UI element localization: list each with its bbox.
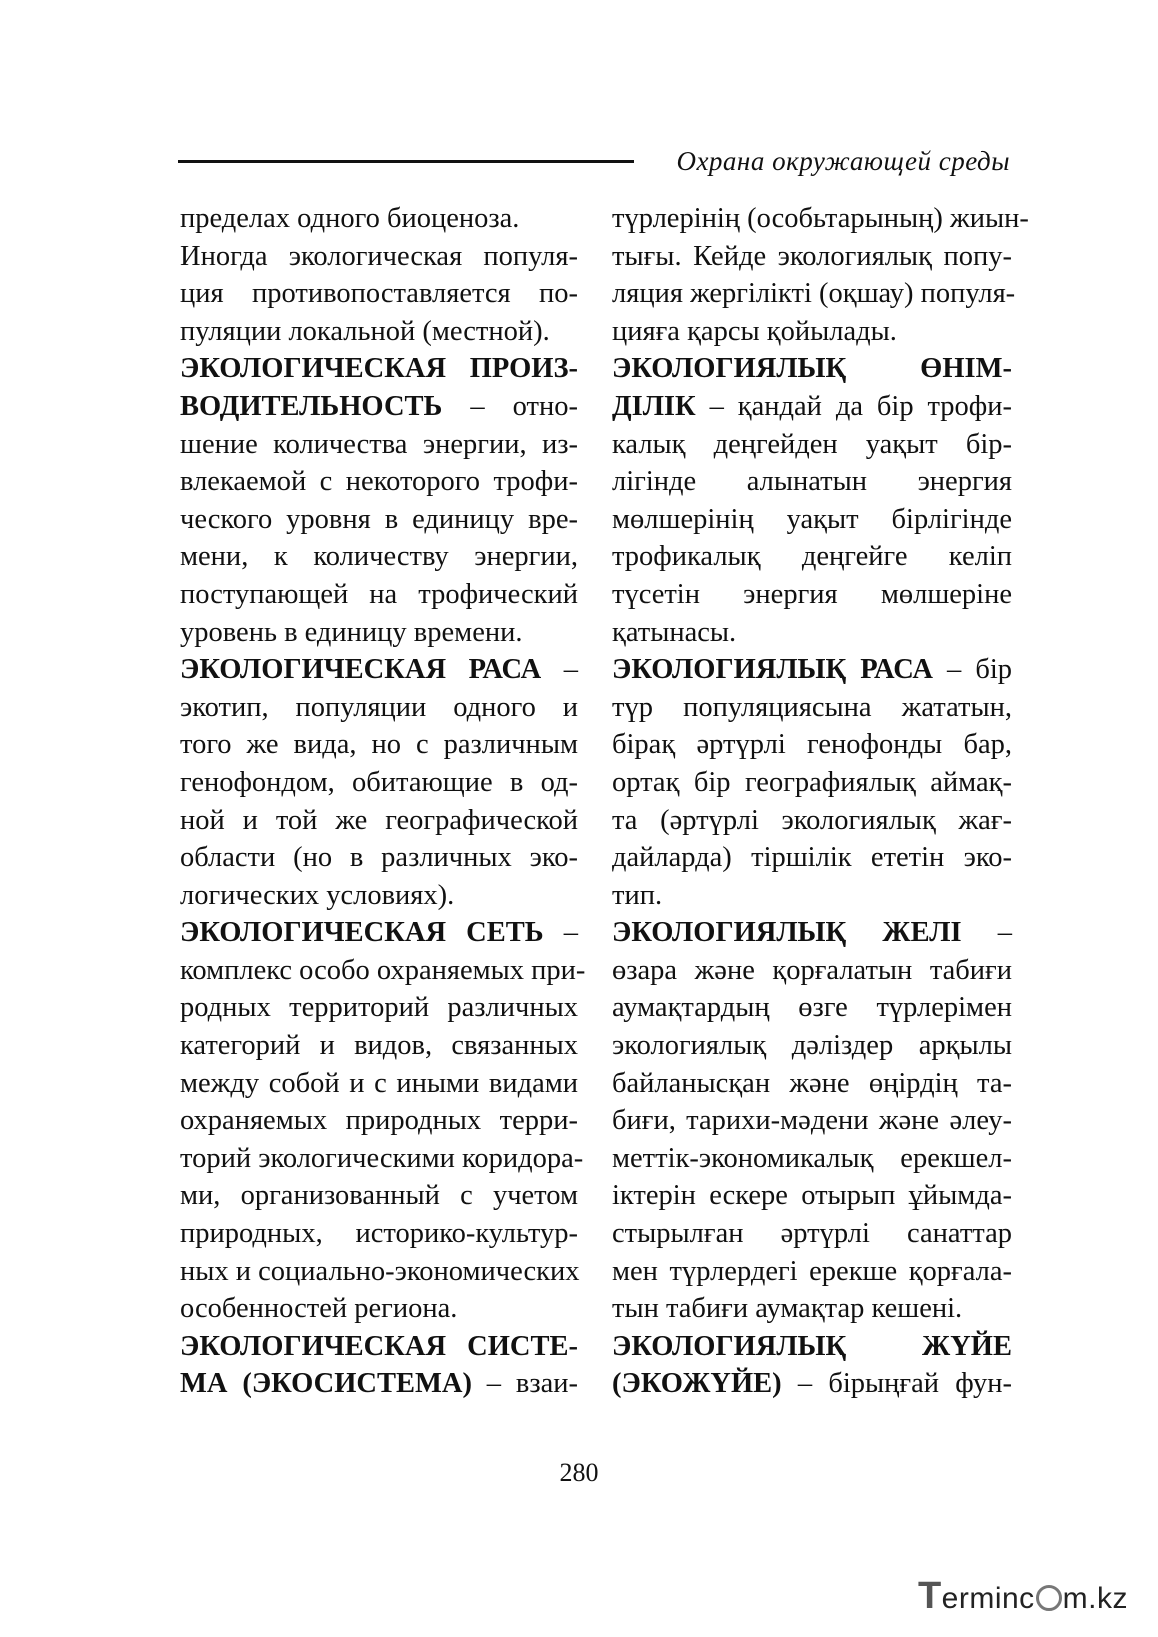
text-run: – бірыңғай фун- — [781, 1368, 1012, 1400]
text-run: биғи, тарихи-мәдени және әлеу- — [612, 1105, 1012, 1137]
text-line — [612, 802, 1012, 840]
text-line — [180, 1102, 578, 1140]
text-run: охраняемых природных терри- — [180, 1105, 578, 1137]
text-line — [612, 989, 1012, 1027]
text-run: түсетін энергия мөлшеріне — [612, 578, 1012, 610]
text-line — [180, 877, 578, 915]
term-heading: МА (ЭКОСИСТЕМА) — [180, 1368, 472, 1400]
text-line — [180, 764, 578, 802]
text-line — [612, 275, 1016, 313]
text-run: цияға қарсы қойылады. — [612, 315, 897, 347]
term-heading: ЭКОЛОГИЯЛЫҚ ЖҮЙЕ — [612, 1330, 1012, 1362]
text-line — [612, 1253, 1012, 1291]
text-line — [612, 1215, 1012, 1253]
text-run: ляция жергілікті (оқшау) популя- — [612, 278, 1016, 310]
text-run: дайларда) тіршілік ететін эко- — [612, 842, 1012, 874]
term-heading: ЭКОЛОГИЯЛЫҚ РАСА — [612, 654, 933, 686]
term-heading: ДІЛІК — [612, 390, 696, 422]
text-line — [612, 1102, 1012, 1140]
text-line — [180, 1140, 584, 1178]
term-heading: ЭКОЛОГИЧЕСКАЯ СИСТЕ- — [180, 1330, 578, 1362]
text-run: ной и той же географической — [180, 804, 578, 836]
text-line — [612, 764, 1012, 802]
text-line — [612, 839, 1012, 877]
text-line — [180, 1215, 578, 1253]
text-run: ортақ бір географиялық аймақ- — [612, 766, 1012, 798]
text-line — [180, 1253, 578, 1291]
text-run: генофондом, обитающие в од- — [180, 766, 578, 798]
text-line — [612, 238, 1012, 276]
text-line — [180, 1365, 578, 1403]
text-line — [180, 614, 578, 652]
text-line — [180, 802, 578, 840]
text-line — [612, 388, 1012, 426]
text-run: родных территорий различных — [180, 992, 578, 1024]
text-run: – — [961, 917, 1012, 949]
text-run: экологиялық дәліздер арқылы — [612, 1030, 1012, 1062]
text-run: комплекс особо охраняемых при- — [180, 954, 586, 986]
text-line — [180, 1065, 578, 1103]
text-line — [180, 275, 578, 313]
text-line — [180, 200, 578, 238]
text-run: ми, организованный с учетом — [180, 1180, 578, 1212]
text-run: области (но в различных эко- — [180, 842, 578, 874]
header-rule — [178, 160, 634, 163]
text-line — [180, 914, 578, 952]
text-line — [612, 350, 1012, 388]
text-run: торий экологическими коридора- — [180, 1142, 584, 1174]
text-run: природных, историко-культур- — [180, 1218, 578, 1250]
term-heading: ЭКОЛОГИЧЕСКАЯ РАСА — [180, 654, 542, 686]
text-line — [612, 1177, 1012, 1215]
text-line — [612, 726, 1012, 764]
text-run: пуляции локальной (местной). — [180, 315, 550, 347]
text-line — [612, 1328, 1012, 1366]
term-heading: ЭКОЛОГИЧЕСКАЯ ПРОИЗ- — [180, 353, 578, 385]
text-line — [180, 952, 586, 990]
text-line — [180, 388, 578, 426]
right-column — [612, 200, 1029, 1403]
text-line — [612, 1365, 1012, 1403]
text-run: калық деңгейден уақыт бір- — [612, 428, 1012, 460]
text-run: өзара және қорғалатын табиғи — [612, 954, 1012, 986]
text-run: – бір — [932, 654, 1012, 686]
text-line — [612, 313, 1012, 351]
text-run: байланысқан және өңірдің та- — [612, 1067, 1012, 1099]
text-run: категорий и видов, связанных — [180, 1030, 578, 1062]
text-run: экотип, популяции одного и — [180, 691, 578, 723]
text-run: тын табиғи аумақтар кешені. — [612, 1293, 963, 1325]
text-run: тип. — [612, 879, 663, 911]
text-run: ных и социально-экономических — [180, 1255, 580, 1287]
term-heading: ВОДИТЕЛЬНОСТЬ — [180, 390, 443, 422]
watermark-logo: Terminc m.kz — [917, 1575, 1128, 1617]
text-line — [180, 1027, 578, 1065]
text-run: особенностей региона. — [180, 1293, 458, 1325]
text-line — [612, 501, 1012, 539]
text-run: – — [543, 917, 578, 949]
text-run: тығы. Кейде экологиялық попу- — [612, 240, 1012, 272]
text-line — [612, 463, 1012, 501]
text-line — [180, 1177, 578, 1215]
left-column — [180, 200, 586, 1403]
text-run: поступающей на трофический — [180, 578, 578, 610]
text-line — [180, 1328, 578, 1366]
text-run: аумақтардың өзге түрлерімен — [612, 992, 1012, 1024]
text-line — [180, 989, 578, 1027]
text-line — [180, 689, 578, 727]
text-line — [612, 651, 1012, 689]
text-run: – взаи- — [471, 1368, 578, 1400]
text-run: логических условиях). — [180, 879, 455, 911]
text-line — [612, 200, 1029, 238]
text-line — [180, 463, 578, 501]
text-line — [180, 238, 578, 276]
term-heading: ЭКОЛОГИЯЛЫҚ ӨНІМ- — [612, 353, 1012, 385]
text-line — [180, 1290, 578, 1328]
text-run: влекаемой с некоторого трофи- — [180, 466, 578, 498]
text-run: трофикалық деңгейге келіп — [612, 541, 1012, 573]
text-line — [612, 1065, 1012, 1103]
text-line — [612, 614, 1012, 652]
text-line — [612, 952, 1012, 990]
text-line — [180, 839, 578, 877]
term-heading: (ЭКОЖҮЙЕ) — [612, 1368, 782, 1400]
text-line — [180, 651, 578, 689]
text-line — [180, 726, 578, 764]
text-run: бірақ әртүрлі генофонды бар, — [612, 729, 1012, 761]
text-run: та (әртүрлі экологиялық жағ- — [612, 804, 1012, 836]
text-run: меттік-экономикалық ерекшел- — [612, 1142, 1012, 1174]
text-line — [180, 538, 578, 576]
text-line — [180, 576, 578, 614]
text-line — [612, 1140, 1012, 1178]
text-line — [180, 501, 578, 539]
text-run: между собой и с иными видами — [180, 1067, 578, 1099]
text-run: – отно- — [442, 390, 578, 422]
text-line — [180, 313, 578, 351]
term-heading: ЭКОЛОГИЧЕСКАЯ СЕТЬ — [180, 917, 544, 949]
text-line — [180, 350, 578, 388]
text-run: түрлерінің (особьтарының) жиын- — [612, 203, 1029, 234]
text-line — [180, 426, 578, 464]
page-number: 280 — [559, 1458, 599, 1487]
text-line — [612, 576, 1012, 614]
text-run: іктерін ескере отырып ұйымда- — [612, 1180, 1012, 1212]
text-run: түр популяциясына жататын, — [612, 691, 1012, 723]
text-run: уровень в единицу времени. — [180, 616, 523, 648]
text-line — [612, 426, 1012, 464]
text-run: мен түрлердегі ерекше қорғала- — [612, 1255, 1012, 1287]
text-run: стырылған әртүрлі санаттар — [612, 1218, 1012, 1250]
text-line — [612, 689, 1012, 727]
term-heading: ЭКОЛОГИЯЛЫҚ ЖЕЛІ — [612, 917, 962, 949]
text-run: мени, к количеству энергии, — [180, 541, 578, 573]
text-run: ческого уровня в единицу вре- — [180, 503, 578, 535]
text-run: – — [541, 654, 578, 686]
text-run: мөлшерінің уақыт бірлігінде — [612, 503, 1012, 535]
text-line — [612, 1027, 1012, 1065]
text-run: пределах одного биоценоза. — [180, 203, 520, 234]
running-head: Охрана окружающей среды — [676, 146, 1010, 176]
text-run: ция противопоставляется по- — [180, 278, 578, 310]
text-line — [612, 1290, 1012, 1328]
text-line — [612, 914, 1012, 952]
text-run: шение количества энергии, из- — [180, 428, 578, 460]
text-line — [612, 538, 1012, 576]
text-run: лігінде алынатын энергия — [612, 466, 1012, 498]
text-run: Иногда экологическая популя- — [180, 240, 578, 272]
text-run: – қандай да бір трофи- — [695, 390, 1012, 422]
text-run: қатынасы. — [612, 616, 737, 648]
text-run: того же вида, но с различным — [180, 729, 578, 761]
text-line — [612, 877, 1012, 915]
